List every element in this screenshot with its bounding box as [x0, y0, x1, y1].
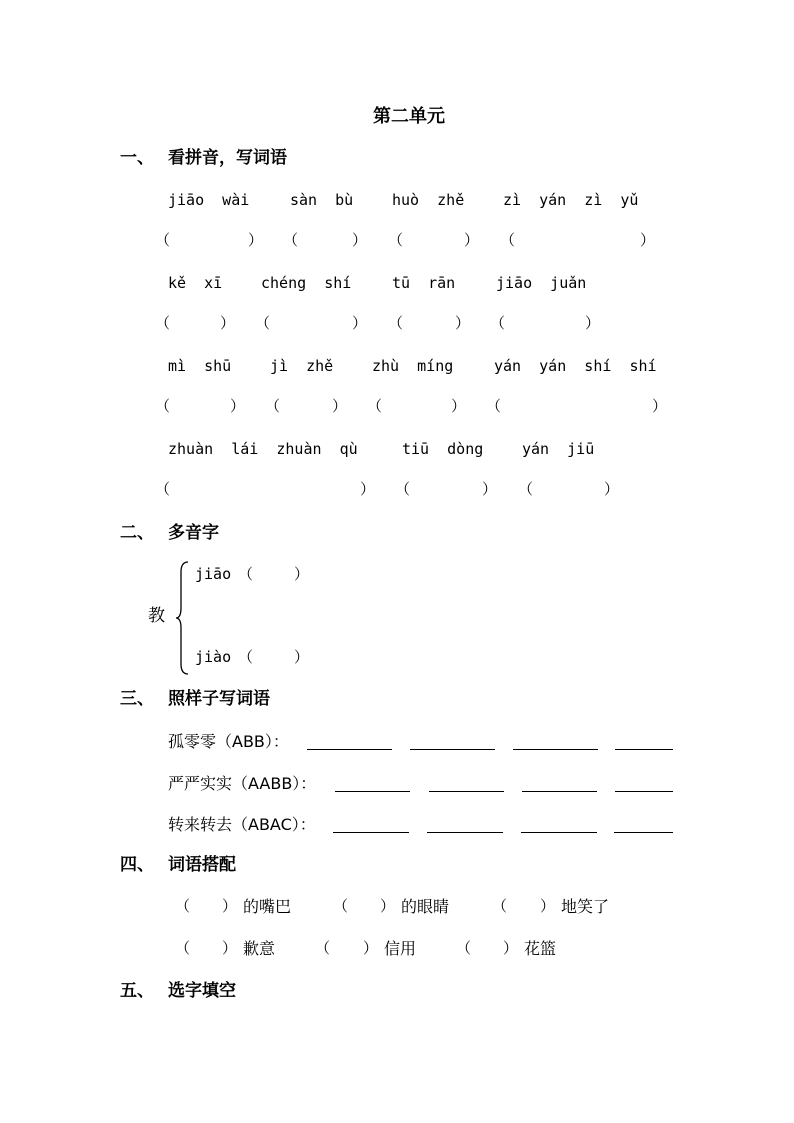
answer-close-3-3[interactable]: ）	[451, 397, 467, 415]
collocation-open-2-2: （	[315, 939, 331, 957]
answer-open-1-3: （	[388, 231, 404, 249]
pinyin-1-4: zì yán zì yǔ	[503, 191, 639, 209]
pattern-label-abb: 孤零零（ABB）：	[168, 732, 289, 751]
answer-open-4-1: （	[155, 480, 171, 498]
answer-line[interactable]	[615, 791, 673, 792]
pinyin-2-2: chéng shí	[261, 274, 352, 292]
section-3-number: 三、	[120, 689, 154, 709]
answer-line[interactable]	[521, 832, 597, 833]
page-title: 第二单元	[373, 106, 445, 127]
collocation-close-2-1[interactable]: ）	[222, 939, 238, 957]
pinyin-3-3: zhù míng	[372, 357, 454, 375]
answer-open-1-1: （	[155, 231, 171, 249]
pinyin-1-1: jiāo wài	[168, 191, 250, 209]
pinyin-3-2: jì zhě	[270, 357, 334, 375]
collocation-close-1-2[interactable]: ）	[380, 897, 396, 915]
polyphone-close-1[interactable]: ）	[294, 565, 310, 583]
answer-close-2-1[interactable]: ）	[220, 314, 236, 332]
polyphone-open-2: （	[238, 648, 254, 666]
answer-close-3-4[interactable]: ）	[652, 397, 668, 415]
answer-close-1-3[interactable]: ）	[464, 231, 480, 249]
brace-icon	[174, 560, 190, 676]
polyphone-reading-1: jiāo	[195, 565, 232, 583]
section-4-number: 四、	[120, 855, 154, 875]
pinyin-2-4: jiāo juǎn	[496, 274, 587, 292]
polyphone-char: 教	[148, 606, 165, 626]
collocation-close-2-3[interactable]: ）	[503, 939, 519, 957]
collocation-word-2-2: 信用	[384, 939, 417, 958]
answer-close-1-4[interactable]: ）	[640, 231, 656, 249]
pinyin-3-1: mì shū	[168, 357, 232, 375]
pinyin-2-3: tū rān	[392, 274, 456, 292]
collocation-word-1-1: 的嘴巴	[243, 897, 292, 916]
section-1-label: 看拼音，写词语	[168, 148, 287, 168]
collocation-open-1-1: （	[175, 897, 191, 915]
collocation-open-2-1: （	[175, 939, 191, 957]
section-5-label: 选字填空	[168, 981, 236, 1001]
pinyin-3-4: yán yán shí shí	[494, 357, 657, 375]
pattern-label-abac: 转来转去（ABAC）：	[168, 815, 316, 834]
answer-line[interactable]	[614, 832, 673, 833]
collocation-close-1-1[interactable]: ）	[222, 897, 238, 915]
answer-open-2-4: （	[490, 314, 506, 332]
answer-open-4-2: （	[395, 480, 411, 498]
answer-open-3-2: （	[265, 397, 281, 415]
answer-close-1-1[interactable]: ）	[248, 231, 264, 249]
answer-close-4-2[interactable]: ）	[482, 480, 498, 498]
answer-line[interactable]	[335, 791, 410, 792]
answer-close-4-3[interactable]: ）	[604, 480, 620, 498]
collocation-word-1-3: 地笑了	[561, 897, 610, 916]
collocation-word-2-3: 花篮	[524, 939, 557, 958]
answer-line[interactable]	[513, 749, 598, 750]
polyphone-reading-2: jiào	[195, 648, 232, 666]
answer-open-3-4: （	[486, 397, 502, 415]
answer-close-3-2[interactable]: ）	[332, 397, 348, 415]
answer-open-2-3: （	[388, 314, 404, 332]
pinyin-4-2: tiū dòng	[402, 440, 484, 458]
section-4-label: 词语搭配	[168, 855, 236, 875]
polyphone-open-1: （	[238, 565, 254, 583]
pinyin-1-3: huò zhě	[392, 191, 465, 209]
collocation-close-2-2[interactable]: ）	[363, 939, 379, 957]
answer-close-3-1[interactable]: ）	[230, 397, 246, 415]
collocation-open-1-3: （	[492, 897, 508, 915]
collocation-open-1-2: （	[333, 897, 349, 915]
pinyin-4-1: zhuàn lái zhuàn qù	[168, 440, 358, 458]
answer-open-2-1: （	[155, 314, 171, 332]
section-1-number: 一、	[120, 148, 154, 168]
answer-close-1-2[interactable]: ）	[352, 231, 368, 249]
collocation-close-1-3[interactable]: ）	[540, 897, 556, 915]
answer-close-2-2[interactable]: ）	[352, 314, 368, 332]
section-2-label: 多音字	[168, 523, 219, 543]
collocation-word-2-1: 歉意	[243, 939, 276, 958]
answer-line[interactable]	[410, 749, 495, 750]
section-2-number: 二、	[120, 523, 154, 543]
collocation-open-2-3: （	[456, 939, 472, 957]
pattern-label-aabb: 严严实实（AABB）：	[168, 774, 317, 793]
answer-open-4-3: （	[518, 480, 534, 498]
answer-line[interactable]	[427, 832, 503, 833]
answer-open-3-1: （	[155, 397, 171, 415]
answer-open-2-2: （	[255, 314, 271, 332]
answer-line[interactable]	[333, 832, 409, 833]
section-3-label: 照样子写词语	[168, 689, 270, 709]
answer-line[interactable]	[307, 749, 392, 750]
polyphone-close-2[interactable]: ）	[294, 648, 310, 666]
pinyin-1-2: sàn bù	[290, 191, 354, 209]
answer-close-2-3[interactable]: ）	[455, 314, 471, 332]
answer-line[interactable]	[615, 749, 673, 750]
pinyin-2-1: kě xī	[168, 274, 223, 292]
answer-open-1-2: （	[283, 231, 299, 249]
answer-line[interactable]	[522, 791, 597, 792]
collocation-word-1-2: 的眼睛	[401, 897, 450, 916]
answer-open-1-4: （	[500, 231, 516, 249]
answer-close-4-1[interactable]: ）	[360, 480, 376, 498]
answer-line[interactable]	[429, 791, 504, 792]
answer-close-2-4[interactable]: ）	[585, 314, 601, 332]
answer-open-3-3: （	[367, 397, 383, 415]
pinyin-4-3: yán jiū	[522, 440, 595, 458]
section-5-number: 五、	[120, 981, 154, 1001]
